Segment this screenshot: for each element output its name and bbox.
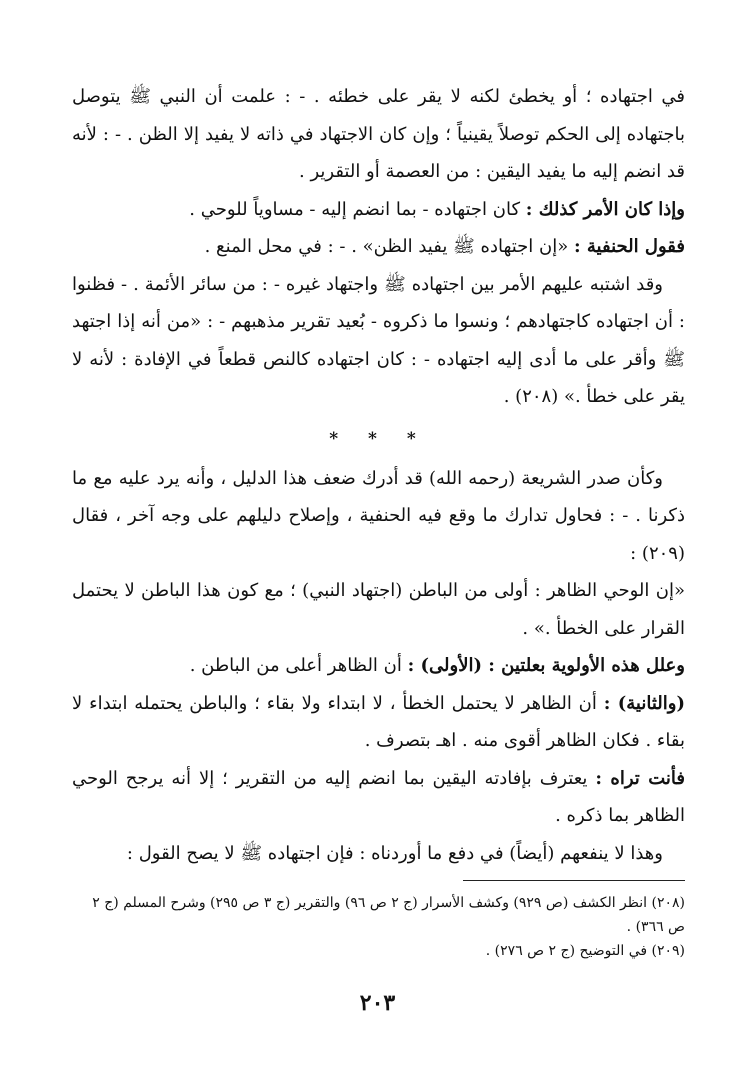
paragraph-4: [72, 266, 685, 416]
paragraph-3: [72, 228, 685, 266]
paragraph-10-text: وهذا لا ينفعهم (أيضاً) في دفع ما أوردناه : فإن اجتهاده ﷺ لا يصح القول :: [126, 842, 663, 864]
page-body: [72, 78, 685, 963]
paragraph-6-text: «إن الوحي الظاهر : أولى من الباطن (اجتهاد النبي) ؛ مع كون هذا الباطن لا يحتمل القرار على الخطأ .» .: [72, 580, 685, 639]
footnotes: [72, 891, 685, 963]
paragraph-4-text: وقد اشتبه عليهم الأمر بين اجتهاده ﷺ واجتهاد غيره - : من سائر الأئمة . - فظنوا : أن اجتهاده كاجتهادهم ؛ ونسوا ما ذكروه - بُعيد تقرير مذهبهم - : «من أنه إذا اجتهد ﷺ وأقر على ما أدى إليه اجتهاده - : كان اجتهاده كالنص قطعاً في الإفادة : لأنه لا يقر على خطأ .» (٢٠٨) .: [72, 273, 685, 407]
paragraph-9-lead: فأنت تراه :: [595, 767, 685, 789]
section-one: [72, 78, 685, 416]
paragraph-8-lead: (والثانية) :: [603, 692, 685, 714]
paragraph-7-lead: وعلل هذه الأولوية بعلتين : (الأولى) :: [407, 655, 685, 676]
paragraph-10: [72, 835, 685, 873]
footnote-divider: [463, 880, 685, 881]
paragraph-1: [72, 78, 685, 191]
paragraph-8: [72, 685, 685, 760]
paragraph-3-text: «إن اجتهاده ﷺ يفيد الظن» . - : في محل المنع .: [204, 236, 574, 257]
paragraph-9-text: يعترف بإفادته اليقين بما انضم إليه من التقرير ؛ إلا أنه يرجح الوحي الظاهر بما ذكره .: [72, 767, 685, 826]
paragraph-2-lead: وإذا كان الأمر كذلك :: [525, 198, 685, 220]
paragraph-7-text: أن الظاهر أعلى من الباطن .: [189, 655, 408, 676]
paragraph-9: [72, 760, 685, 835]
page-number: ٢٠٣: [359, 990, 396, 1016]
paragraph-5-text: وكأن صدر الشريعة (رحمه الله) قد أدرك ضعف هذا الدليل ، وأنه يرد عليه مع ما ذكرنا . - : فحاول تدارك ما وقع فيه الحنفية ، وإصلاح دليلهم على وجه آخر ، فقال (٢٠٩) :: [72, 467, 685, 564]
section-separator: * * *: [329, 428, 428, 449]
paragraph-5: [72, 460, 685, 573]
paragraph-2: [72, 191, 685, 229]
paragraph-6: [72, 572, 685, 647]
paragraph-2-text: كان اجتهاده - بما انضم إليه - مساوياً للوحي .: [189, 198, 526, 220]
paragraph-3-lead: فقول الحنفية :: [574, 236, 685, 257]
section-two: [72, 460, 685, 873]
footnote-208: (٢٠٨) انظر الكشف (ص ٩٢٩) وكشف الأسرار (ج ٢ ص ٩٦) والتقرير (ج ٣ ص ٢٩٥) وشرح المسلم (ج ٢ ص ٣٦٦) .: [92, 895, 685, 935]
footnote-209: (٢٠٩) في التوضيح (ج ٢ ص ٢٧٦) .: [485, 943, 685, 959]
paragraph-1-text: في اجتهاده ؛ أو يخطئ لكنه لا يقر على خطئه . - : علمت أن النبي ﷺ يتوصل باجتهاده إلى الحكم توصلاً يقينياً ؛ وإن كان الاجتهاد في ذاته لا يفيد إلا الظن . - : لأنه قد انضم إليه ما يفيد اليقين : من العصمة أو التقرير .: [72, 86, 685, 182]
paragraph-8-text: أن الظاهر لا يحتمل الخطأ ، لا ابتداء ولا بقاء ؛ والباطن يحتمله ابتداء لا بقاء . فكان الظاهر أقوى منه . اهـ بتصرف .: [72, 692, 685, 751]
paragraph-7: [72, 647, 685, 685]
